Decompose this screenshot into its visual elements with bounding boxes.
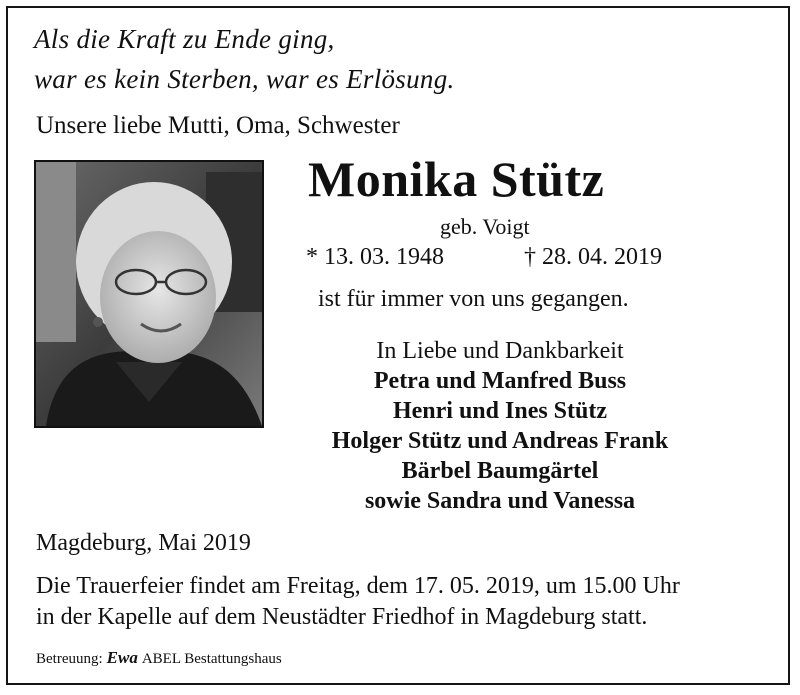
quote-line-2: war es kein Sterben, war es Erlösung. — [34, 64, 455, 94]
mourner-name: Bärbel Baumgärtel — [401, 458, 599, 484]
birth-date: * 13. 03. 1948 — [306, 244, 444, 270]
care-company: ABEL Bestattungshaus — [141, 651, 282, 667]
maiden-name: geb. Voigt — [440, 214, 530, 239]
place-date: Magdeburg, Mai 2019 — [36, 530, 251, 556]
mourner-name: Holger Stütz und Andreas Frank — [331, 428, 669, 454]
death-date: † 28. 04. 2019 — [524, 244, 662, 270]
mourner-name: Henri und Ines Stütz — [392, 398, 608, 424]
mourner-name: Petra und Manfred Buss — [373, 368, 627, 394]
portrait-photo — [34, 160, 264, 428]
funeral-info-line-2: in der Kapelle auf dem Neustädter Friedhof in Magdeburg statt. — [36, 604, 648, 630]
care-label: Betreuung: — [36, 651, 103, 667]
mourner-name: sowie Sandra und Vanessa — [364, 488, 636, 514]
quote-line-1: Als die Kraft zu Ende ging, — [34, 24, 335, 54]
funeral-info-line-1: Die Trauerfeier findet am Freitag, dem 17. 05. 2019, um 15.00 Uhr — [36, 573, 680, 599]
passed-text: ist für immer von uns gegangen. — [318, 286, 629, 312]
intro-text: Unsere liebe Mutti, Oma, Schwester — [36, 112, 400, 139]
mourners-intro: In Liebe und Dankbarkeit — [376, 338, 624, 364]
deceased-name: Monika Stütz — [308, 151, 605, 207]
care-credit — [36, 648, 282, 668]
ewa-logo: Ewa — [106, 648, 138, 667]
